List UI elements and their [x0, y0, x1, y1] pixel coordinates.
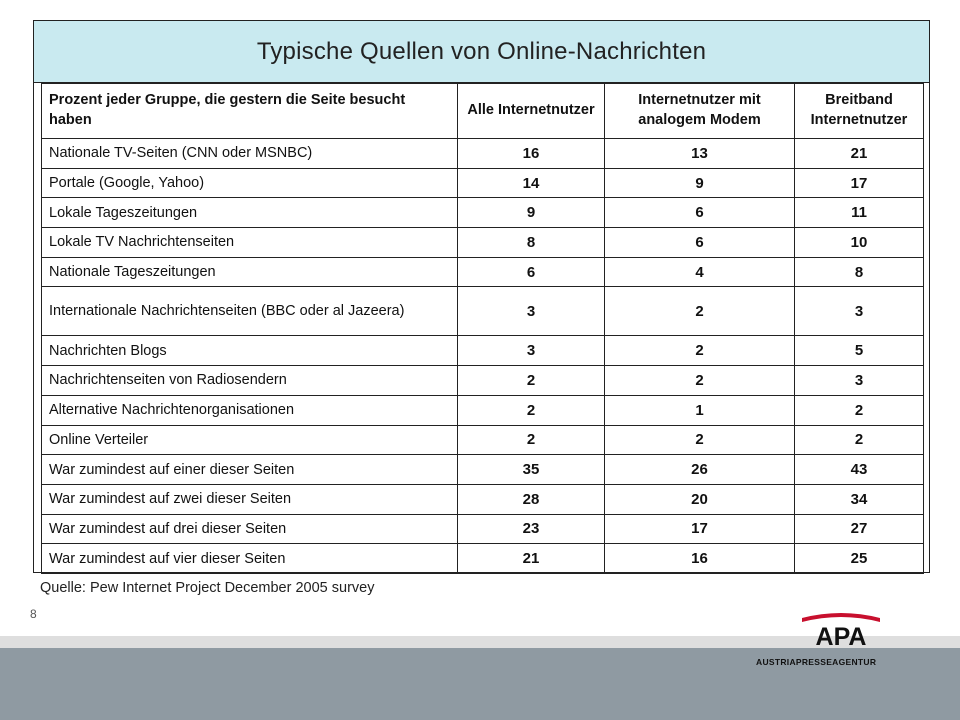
row-label: Nationale Tageszeitungen — [42, 257, 458, 287]
row-label: War zumindest auf einer dieser Seiten — [42, 455, 458, 485]
cell-alle: 23 — [458, 514, 605, 544]
cell-modem: 2 — [605, 366, 795, 396]
cell-breitband: 2 — [795, 395, 924, 425]
table-row — [42, 139, 924, 169]
cell-alle: 35 — [458, 455, 605, 485]
row-label: Internationale Nachrichtenseiten (BBC oder al Jazeera) — [42, 287, 458, 336]
row-label: Nationale TV-Seiten (CNN oder MSNBC) — [42, 139, 458, 169]
cell-modem: 1 — [605, 395, 795, 425]
row-label: Alternative Nachrichtenorganisationen — [42, 395, 458, 425]
table-row — [42, 514, 924, 544]
cell-modem: 2 — [605, 336, 795, 366]
logo-tagline: AUSTRIAPRESSEAGENTUR — [756, 657, 877, 667]
cell-alle: 9 — [458, 198, 605, 228]
cell-alle: 3 — [458, 287, 605, 336]
cell-modem: 9 — [605, 168, 795, 198]
apa-logo-wordmark: APA — [815, 623, 867, 648]
row-label: War zumindest auf drei dieser Seiten — [42, 514, 458, 544]
row-label: Portale (Google, Yahoo) — [42, 168, 458, 198]
cell-breitband: 27 — [795, 514, 924, 544]
cell-modem: 16 — [605, 544, 795, 574]
row-label: Lokale TV Nachrichtenseiten — [42, 228, 458, 258]
cell-breitband: 17 — [795, 168, 924, 198]
table-row — [42, 336, 924, 366]
cell-modem: 13 — [605, 139, 795, 169]
cell-alle: 28 — [458, 484, 605, 514]
source-note: Quelle: Pew Internet Project December 2005 survey — [40, 580, 375, 596]
table-row — [42, 544, 924, 574]
table-row — [42, 395, 924, 425]
row-label: War zumindest auf vier dieser Seiten — [42, 544, 458, 574]
cell-breitband: 25 — [795, 544, 924, 574]
row-label: Nachrichten Blogs — [42, 336, 458, 366]
title-band — [34, 21, 929, 83]
cell-modem: 6 — [605, 228, 795, 258]
row-label: Online Verteiler — [42, 425, 458, 455]
header-alle-line1: Alle Internetnutzer — [467, 102, 595, 119]
cell-modem: 2 — [605, 287, 795, 336]
table-row — [42, 484, 924, 514]
page-title: Typische Quellen von Online-Nachrichten — [256, 37, 707, 65]
table-row — [42, 366, 924, 396]
cell-breitband: 5 — [795, 336, 924, 366]
header-cell-modem: Internetnutzer mit analogem Modem — [605, 84, 795, 139]
cell-breitband: 34 — [795, 484, 924, 514]
cell-alle: 21 — [458, 544, 605, 574]
row-label: Lokale Tageszeitungen — [42, 198, 458, 228]
apa-logo-arc — [802, 613, 880, 622]
cell-modem: 20 — [605, 484, 795, 514]
table-row — [42, 287, 924, 336]
cell-modem: 26 — [605, 455, 795, 485]
header-cell-breitband: Breitband Internetnutzer — [795, 84, 924, 139]
table-body — [42, 139, 924, 574]
cell-breitband: 11 — [795, 198, 924, 228]
cell-alle: 14 — [458, 168, 605, 198]
cell-breitband: 3 — [795, 366, 924, 396]
cell-alle: 6 — [458, 257, 605, 287]
row-label: Nachrichtenseiten von Radiosendern — [42, 366, 458, 396]
table-row — [42, 168, 924, 198]
cell-modem: 4 — [605, 257, 795, 287]
header-cell-group: Prozent jeder Gruppe, die gestern die Seite besucht haben — [42, 84, 458, 139]
row-label: War zumindest auf zwei dieser Seiten — [42, 484, 458, 514]
cell-alle: 8 — [458, 228, 605, 258]
table-row — [42, 198, 924, 228]
header-cell-alle — [458, 84, 605, 139]
table-row — [42, 228, 924, 258]
cell-modem: 2 — [605, 425, 795, 455]
cell-alle: 2 — [458, 425, 605, 455]
cell-breitband: 3 — [795, 287, 924, 336]
data-table — [41, 83, 924, 574]
cell-modem: 6 — [605, 198, 795, 228]
cell-breitband: 8 — [795, 257, 924, 287]
cell-breitband: 21 — [795, 139, 924, 169]
cell-alle: 3 — [458, 336, 605, 366]
cell-alle: 2 — [458, 366, 605, 396]
page-number: 8 — [30, 607, 37, 621]
cell-alle: 16 — [458, 139, 605, 169]
apa-logo — [800, 612, 882, 648]
cell-breitband: 2 — [795, 425, 924, 455]
cell-modem: 17 — [605, 514, 795, 544]
cell-breitband: 10 — [795, 228, 924, 258]
table-row — [42, 257, 924, 287]
cell-breitband: 43 — [795, 455, 924, 485]
table-row — [42, 425, 924, 455]
table-frame — [33, 20, 930, 573]
cell-alle: 2 — [458, 395, 605, 425]
table-row — [42, 455, 924, 485]
table-header-row — [42, 84, 924, 139]
